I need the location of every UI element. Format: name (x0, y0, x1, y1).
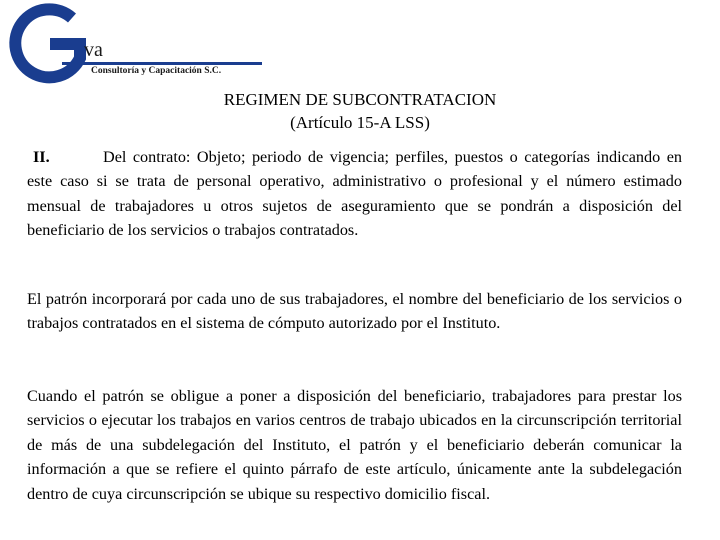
paragraph-3: Cuando el patrón se obligue a poner a disposición del beneficiario, trabajadores para prestar los servicios o ejecutar los trabajos en varios centros de trabajo ubicados en la circunscripción territorial de más de una subdelegación del Instituto, el patrón y el beneficiario deberán comunicar la información a que se refiere el quinto párrafo de este artículo, únicamente ante la subdelegación dentro de cuya circunscripción se ubique su respectivo domicilio fiscal. (27, 387, 682, 503)
title-line-2: (Artículo 15-A LSS) (290, 113, 430, 132)
title-line-1: REGIMEN DE SUBCONTRATACION (223, 90, 497, 109)
paragraph-1-text: Del contrato: Objeto; periodo de vigencia; perfiles, puestos o categorías indicando en este caso si se trata de personal operativo, administrativo o profesional y el número estimado mensual de trabajadores u otros sujetos de aseguramiento que se pondrán a disposición del beneficiario de los servicios o trabajos contratados. (27, 148, 682, 240)
paragraph-2: El patrón incorporará por cada uno de sus trabajadores, el nombre del beneficiario de los servicios o trabajos contratados en el sistema de cómputo autorizado por el Instituto. (27, 290, 682, 333)
company-logo (0, 0, 270, 86)
paragraph-section-ii (27, 145, 682, 243)
logo-company-name: Consultoría y Capacitación S.C. (91, 66, 222, 76)
page-title (0, 88, 720, 134)
section-numeral: II. (33, 148, 50, 166)
logo-letters: va (84, 39, 103, 61)
